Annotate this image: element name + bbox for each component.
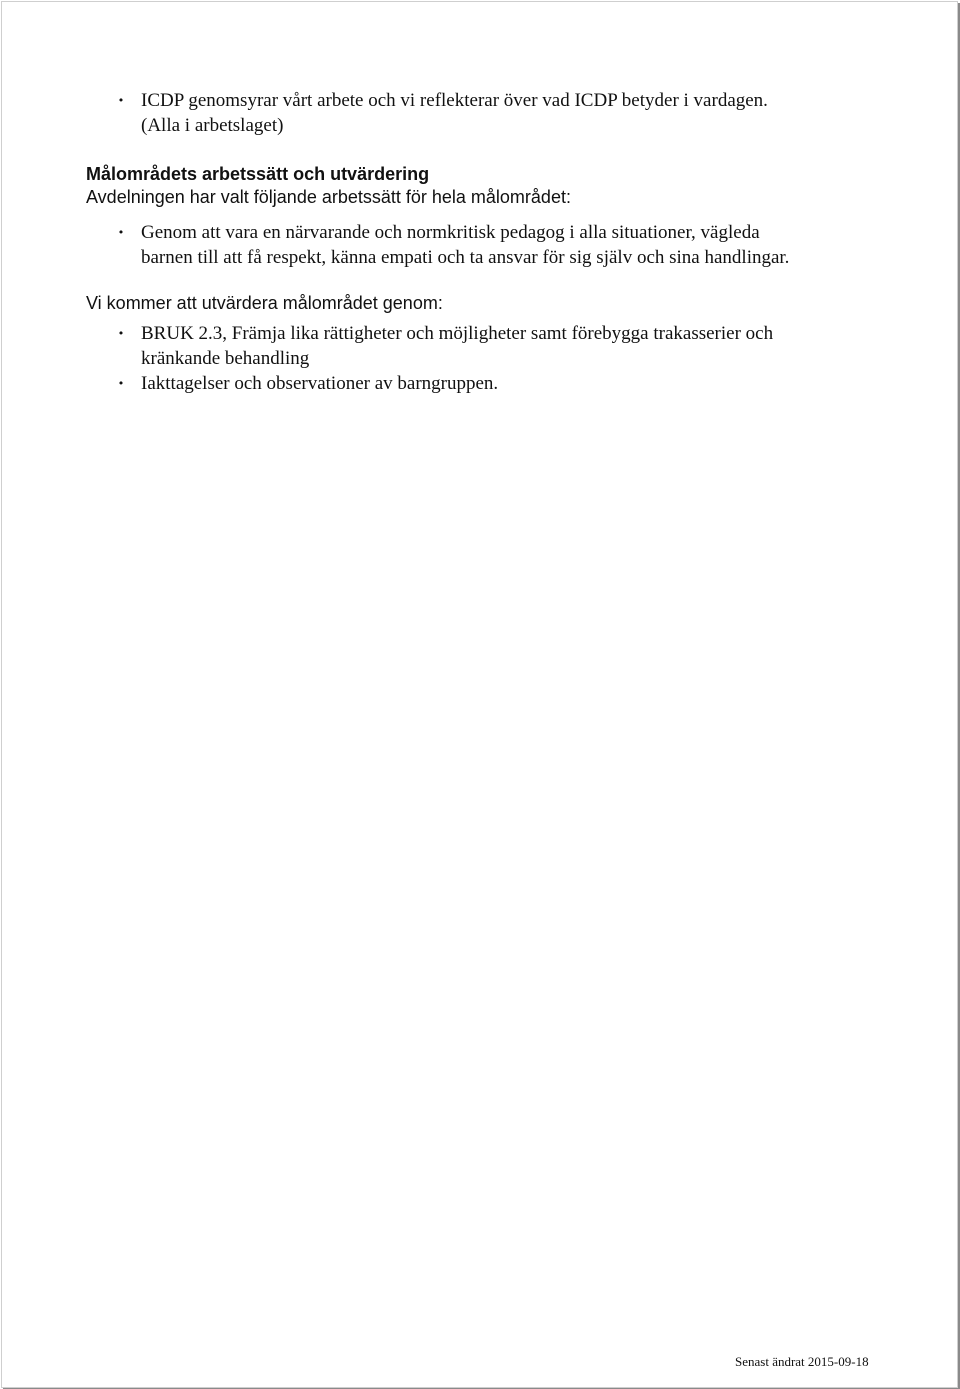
- evaluation-header: [86, 292, 443, 315]
- evaluation-intro: Vi kommer att utvärdera målområdet genom:: [86, 293, 443, 313]
- intro-bullet-line-1: ICDP genomsyrar vårt arbete och vi reflekterar över vad ICDP betyder i vardagen.: [141, 90, 768, 111]
- footer-last-changed: Senast ändrat 2015-09-18: [735, 1354, 869, 1369]
- document-page: [1, 1, 958, 1388]
- section-header: [86, 163, 571, 209]
- evaluation-bullet-1-line-2: kränkande behandling: [141, 348, 310, 369]
- method-bullet-line-2: barnen till att få respekt, känna empati och ta ansvar för sig själv och sina handlingar.: [141, 247, 790, 268]
- method-bullet-item: [117, 220, 871, 270]
- bullet-icon: •: [117, 226, 125, 239]
- section-heading: Målområdets arbetssätt och utvärdering: [86, 164, 430, 184]
- section-intro: Avdelningen har valt följande arbetssätt för hela målområdet:: [86, 187, 571, 207]
- intro-bullet-item: [117, 88, 871, 138]
- bullet-icon: •: [117, 327, 125, 340]
- method-bullet-line-1: Genom att vara en närvarande och normkritisk pedagog i alla situationer, vägleda: [141, 222, 760, 243]
- bullet-icon: •: [117, 94, 125, 107]
- evaluation-bullet-1-line-1: BRUK 2.3, Främja lika rättigheter och möjligheter samt förebygga trakasserier och: [141, 323, 774, 344]
- evaluation-bullet-2-line-1: Iakttagelser och observationer av barngruppen.: [141, 373, 499, 394]
- bullet-icon: •: [117, 377, 125, 390]
- evaluation-bullet-item: [117, 321, 871, 371]
- evaluation-bullet-item: [117, 371, 871, 396]
- intro-bullet-line-2: (Alla i arbetslaget): [141, 115, 284, 136]
